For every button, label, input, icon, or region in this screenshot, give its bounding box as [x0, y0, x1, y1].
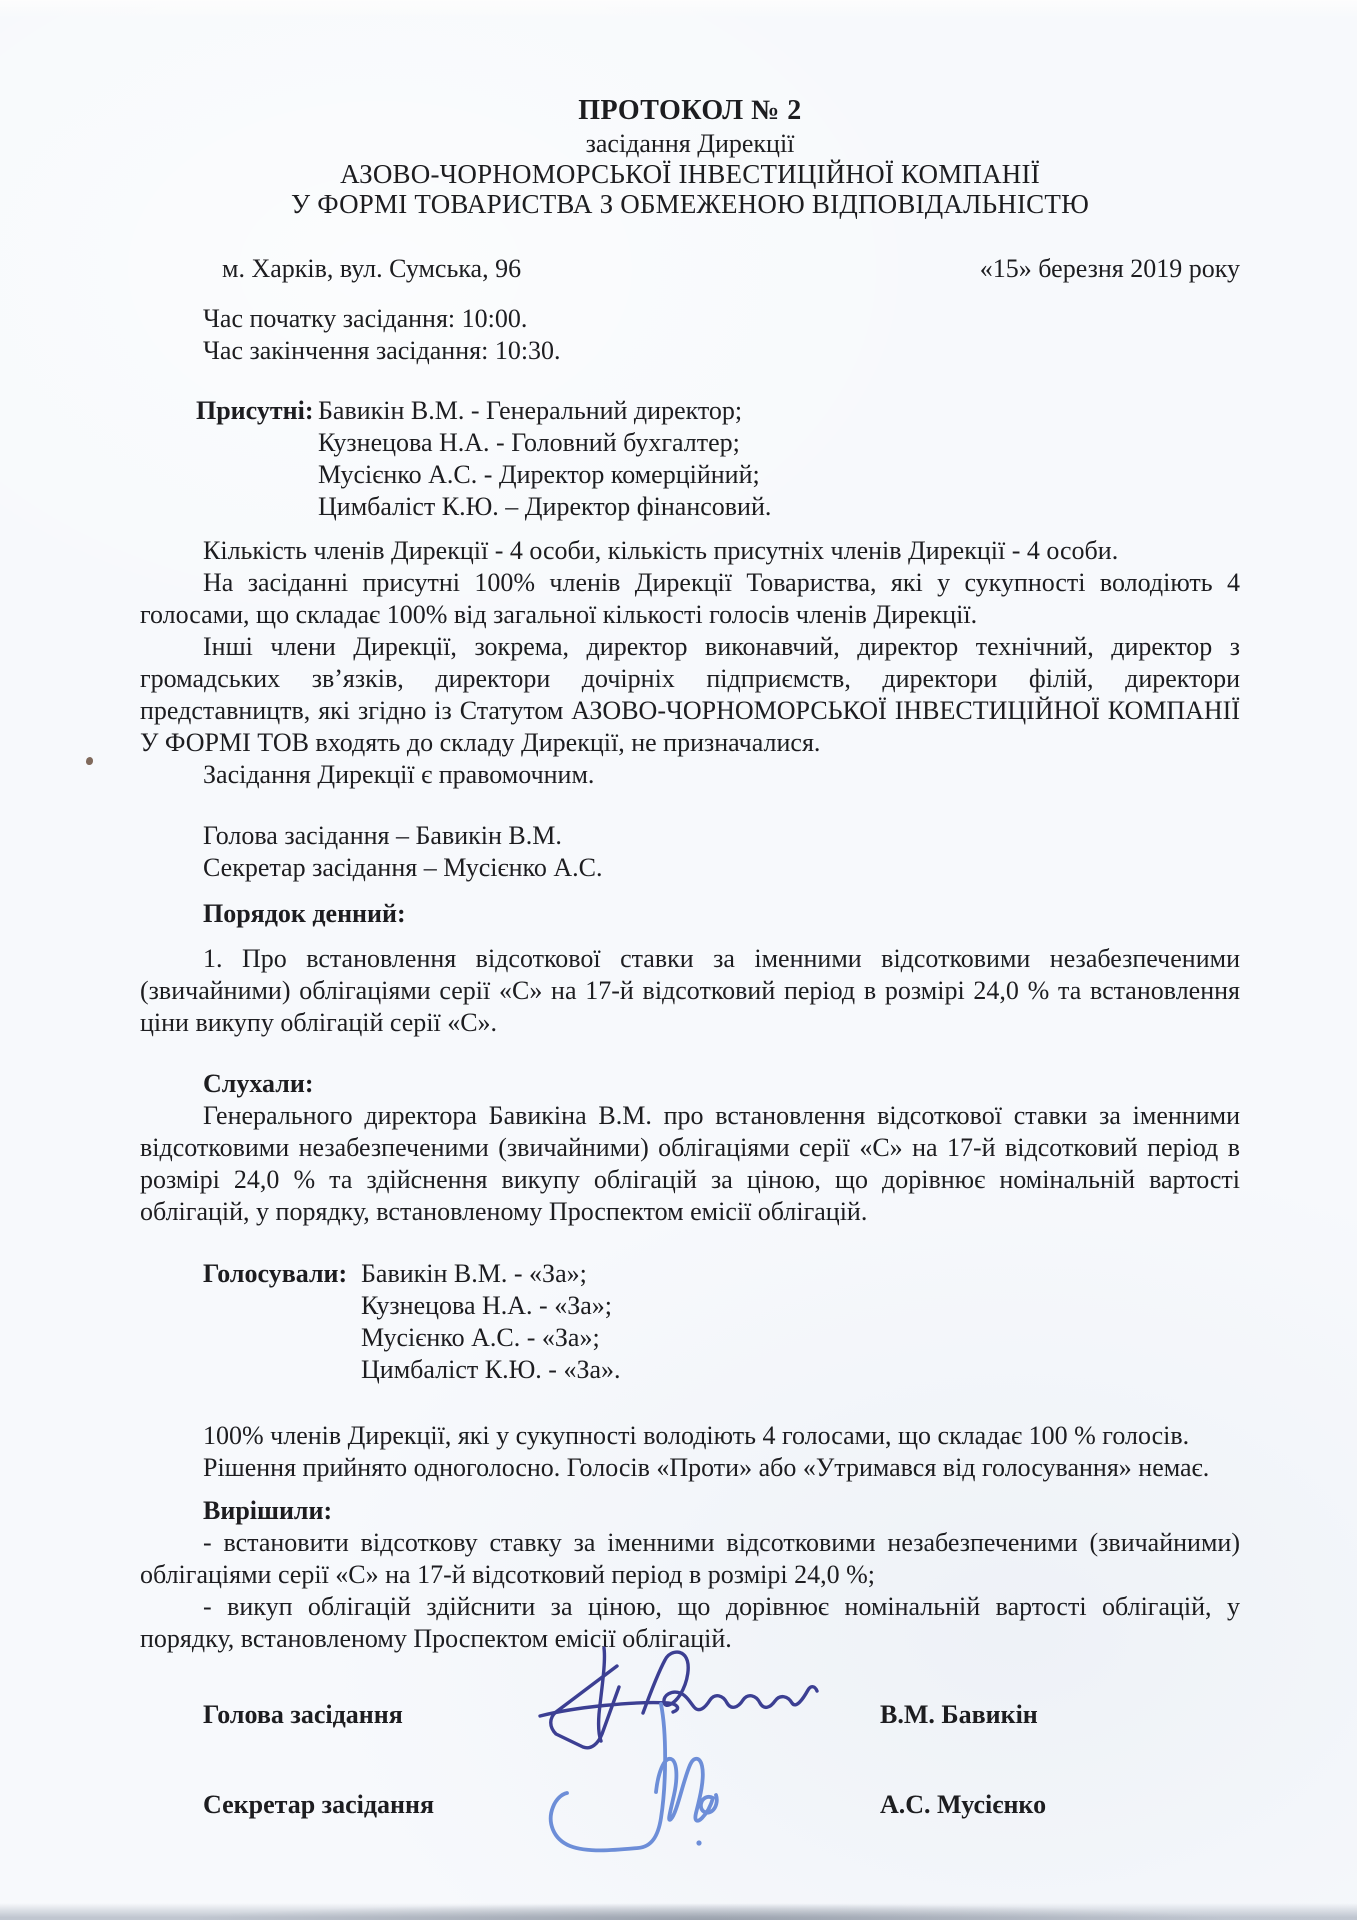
scan-bottom-edge [0, 1903, 1357, 1920]
time-start-line: Час початку засідання: 10:00. [203, 304, 528, 333]
vote-entry: Цимбаліст К.Ю. - «За». [361, 1355, 621, 1384]
tally-paragraph: Рішення прийнято одноголосно. Голосів «Проти» або «Утримався від голосування» немає. [203, 1453, 1210, 1482]
meeting-officers [140, 820, 1240, 884]
document-header [140, 94, 1240, 219]
attendee-entry: Бавикін В.М. - Генеральний директор; [318, 396, 743, 425]
signature-role-secretary: Секретар засідання [203, 1790, 435, 1819]
agenda-heading: Порядок денний: [203, 899, 406, 928]
scan-speck [86, 757, 93, 765]
attendee-row [140, 491, 1240, 523]
document-content [0, 94, 1357, 1821]
resolution-item: - встановити відсоткову ставку за іменними відсотковими незабезпеченими (звичайними) облігаціями серії «С» на 17-й відсотковий період в розмірі 24,0 %; [140, 1528, 1240, 1589]
vote-row [140, 1322, 1240, 1354]
resolution-item: - викуп облігацій здійснити за ціною, що дорівнює номінальній вартості облігацій, у порядку, встановленому Проспектом емісії облігацій. [140, 1592, 1240, 1653]
voting-label: Голосували: [203, 1259, 348, 1288]
attendees-label: Присутні: [196, 396, 314, 425]
meeting-subtitle: засідання Дирекції [585, 129, 795, 158]
heard-heading: Слухали: [203, 1069, 314, 1098]
company-name-line1: АЗОВО-ЧОРНОМОРСЬКОЇ ІНВЕСТИЦІЙНОЇ КОМПАНІЇ [340, 159, 1040, 189]
signature-role-chairman: Голова засідання [203, 1700, 403, 1729]
signature-row-chairman [140, 1699, 1240, 1731]
vote-entry: Бавикін В.М. - «За»; [361, 1259, 587, 1288]
protocol-title: ПРОТОКОЛ № 2 [578, 95, 802, 126]
heard-paragraph: Генерального директора Бавикіна В.М. про встановлення відсоткової ставки за іменними відсотковими незабезпеченими (звичайними) облігаціями серії «С» на 17-й відсотковий період в розмірі 24,0 % та здійснення викупу облігацій за ціною, що дорівнює номінальній вартості облігацій, у порядку, встановленому Проспектом емісії облігацій. [140, 1101, 1240, 1226]
company-name-line2: У ФОРМІ ТОВАРИСТВА З ОБМЕЖЕНОЮ ВІДПОВІДАЛЬНІСТЮ [290, 189, 1090, 219]
tally-section [140, 1420, 1240, 1484]
time-end-line: Час закінчення засідання: 10:30. [203, 336, 561, 365]
secretary-line: Секретар засідання – Мусієнко А.С. [203, 853, 603, 882]
meeting-times [140, 303, 1240, 367]
voting-block [140, 1258, 1240, 1386]
quorum-paragraph: Інші члени Дирекції, зокрема, директор виконавчий, директор технічний, директор з громадських зв’язків, директори дочірніх підприємств, директори філій, директори представництв, які згідно із Статутом АЗОВО-ЧОРНОМОРСЬКОЇ ІНВЕСТИЦІЙНОЇ КОМПАНІЇ У ФОРМІ ТОВ входять до складу Дирекції, не призначалися. [140, 632, 1240, 757]
attendee-entry: Кузнецова Н.А. - Головний бухгалтер; [318, 428, 740, 457]
attendees-block [140, 395, 1240, 523]
meeting-place: м. Харків, вул. Сумська, 96 [222, 254, 522, 283]
signature-name-chairman: В.М. Бавикін [880, 1700, 1038, 1729]
resolved-heading: Вирішили: [203, 1496, 333, 1525]
meeting-date: «15» березня 2019 року [979, 254, 1240, 283]
attendee-row [140, 427, 1240, 459]
signature-name-secretary: А.С. Мусієнко [880, 1790, 1047, 1819]
signature-row-secretary [140, 1789, 1240, 1821]
quorum-paragraph: Кількість членів Дирекції - 4 особи, кількість присутніх членів Дирекції - 4 особи. [203, 536, 1119, 565]
attendee-entry: Мусієнко А.С. - Директор комерційний; [318, 460, 760, 489]
vote-row [140, 1290, 1240, 1322]
attendee-row [140, 395, 1240, 427]
chair-line: Голова засідання – Бавикін В.М. [203, 821, 562, 850]
vote-entry: Мусієнко А.С. - «За»; [361, 1323, 600, 1352]
attendee-entry: Цимбаліст К.Ю. – Директор фінансовий. [318, 492, 772, 521]
vote-entry: Кузнецова Н.А. - «За»; [361, 1291, 612, 1320]
quorum-paragraph: На засіданні присутні 100% членів Дирекції Товариства, які у сукупності володіють 4 голосами, що складає 100% від загальної кількості голосів членів Дирекції. [140, 568, 1240, 629]
vote-row [140, 1258, 1240, 1290]
agenda-item: 1. Про встановлення відсоткової ставки за іменними відсотковими незабезпеченими (звичайними) облігаціями серії «С» на 17-й відсотковий період в розмірі 24,0 % та встановлення ціни викупу облігацій серії «С». [140, 944, 1240, 1037]
attendee-row [140, 459, 1240, 491]
place-date-row [140, 253, 1240, 285]
quorum-paragraph: Засідання Дирекції є правомочним. [203, 760, 595, 789]
tally-paragraph: 100% членів Дирекції, які у сукупності володіють 4 голосами, що складає 100 % голосів. [203, 1421, 1190, 1450]
vote-row [140, 1354, 1240, 1386]
quorum-section [140, 535, 1240, 791]
